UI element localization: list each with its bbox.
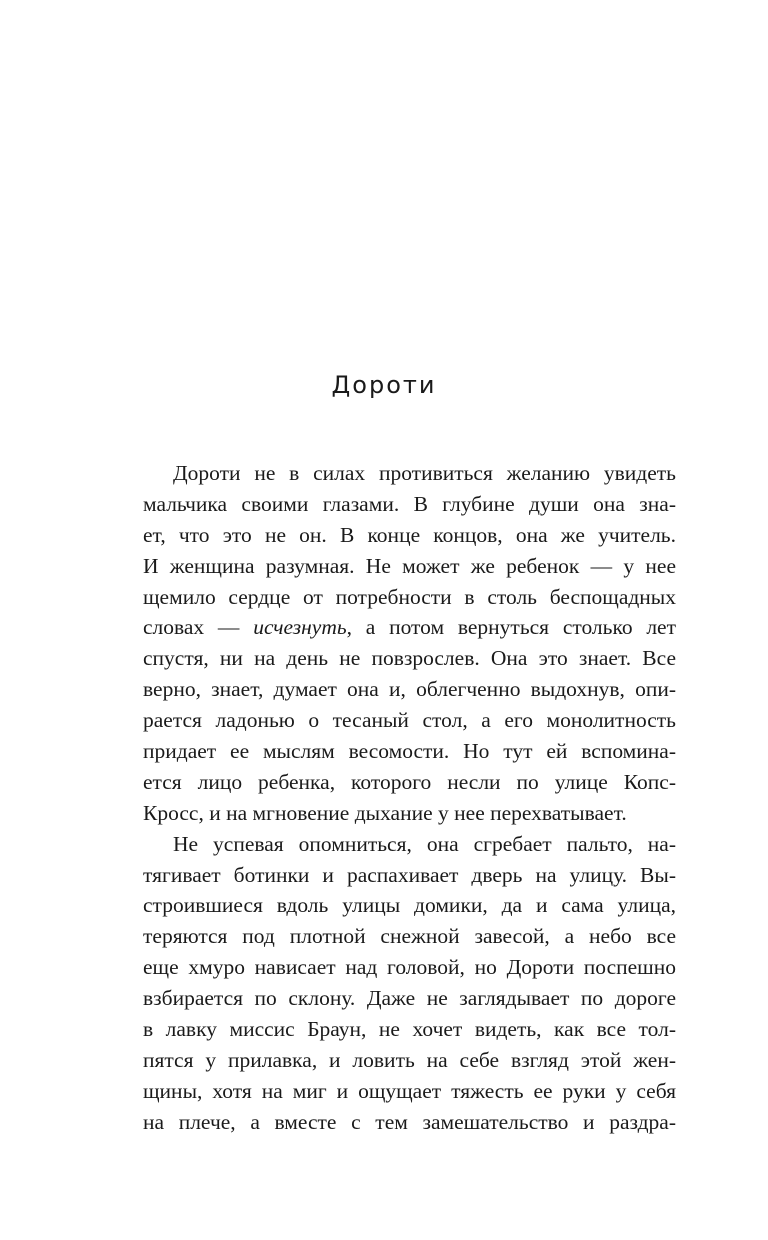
text-line: строившиеся вдоль улицы домики, да и сама улица, bbox=[143, 893, 676, 918]
text-segment: , а потом вернуться столько лет bbox=[346, 615, 676, 640]
chapter-title: Дороти bbox=[331, 371, 437, 399]
text-line: в лавку миссис Браун, не хочет видеть, как все тол- bbox=[143, 1017, 676, 1042]
text-line: рается ладонью о тесаный стол, а его монолитность bbox=[143, 708, 676, 733]
text-line: взбирается по склону. Даже не заглядывает по дороге bbox=[143, 986, 676, 1011]
text-segment: словах — bbox=[143, 615, 240, 640]
text-line: теряются под плотной снежной завесой, а небо все bbox=[143, 924, 676, 949]
emphasis-word: исчезнуть bbox=[253, 615, 347, 640]
text-line: ется лицо ребенка, которого несли по улице Копс- bbox=[143, 769, 676, 794]
text-line: Не успевая опомниться, она сгребает пальто, на- bbox=[173, 831, 676, 856]
text-line: верно, знает, думает она и, облегченно выдохнув, опи- bbox=[143, 677, 676, 702]
text-line: придает ее мыслям весомости. Но тут ей вспомина- bbox=[143, 739, 676, 764]
text-line: на плече, а вместе с тем замешательство и раздра- bbox=[143, 1109, 676, 1134]
text-line: пятся у прилавка, и ловить на себе взгляд этой жен- bbox=[143, 1047, 676, 1072]
text-line: щины, хотя на миг и ощущает тяжесть ее руки у себя bbox=[143, 1078, 676, 1103]
text-line: Кросс, и на мгновение дыхание у нее перехватывает. bbox=[143, 800, 627, 825]
text-line: ет, что это не он. В конце концов, она же учитель. bbox=[143, 522, 676, 547]
text-line: щемило сердце от потребности в столь беспощадных bbox=[143, 584, 676, 609]
text-line: мальчика своими глазами. В глубине души она зна- bbox=[143, 491, 676, 516]
body-text bbox=[143, 458, 676, 1138]
text-line bbox=[143, 612, 676, 643]
text-line: спустя, ни на день не повзрослев. Она это знает. Все bbox=[143, 646, 676, 671]
text-line: еще хмуро нависает над головой, но Дороти поспешно bbox=[143, 955, 676, 980]
text-line: тягивает ботинки и распахивает дверь на улицу. Вы- bbox=[143, 862, 676, 887]
text-line: И женщина разумная. Не может же ребенок — у нее bbox=[143, 553, 676, 578]
text-line: Дороти не в силах противиться желанию увидеть bbox=[173, 461, 676, 485]
